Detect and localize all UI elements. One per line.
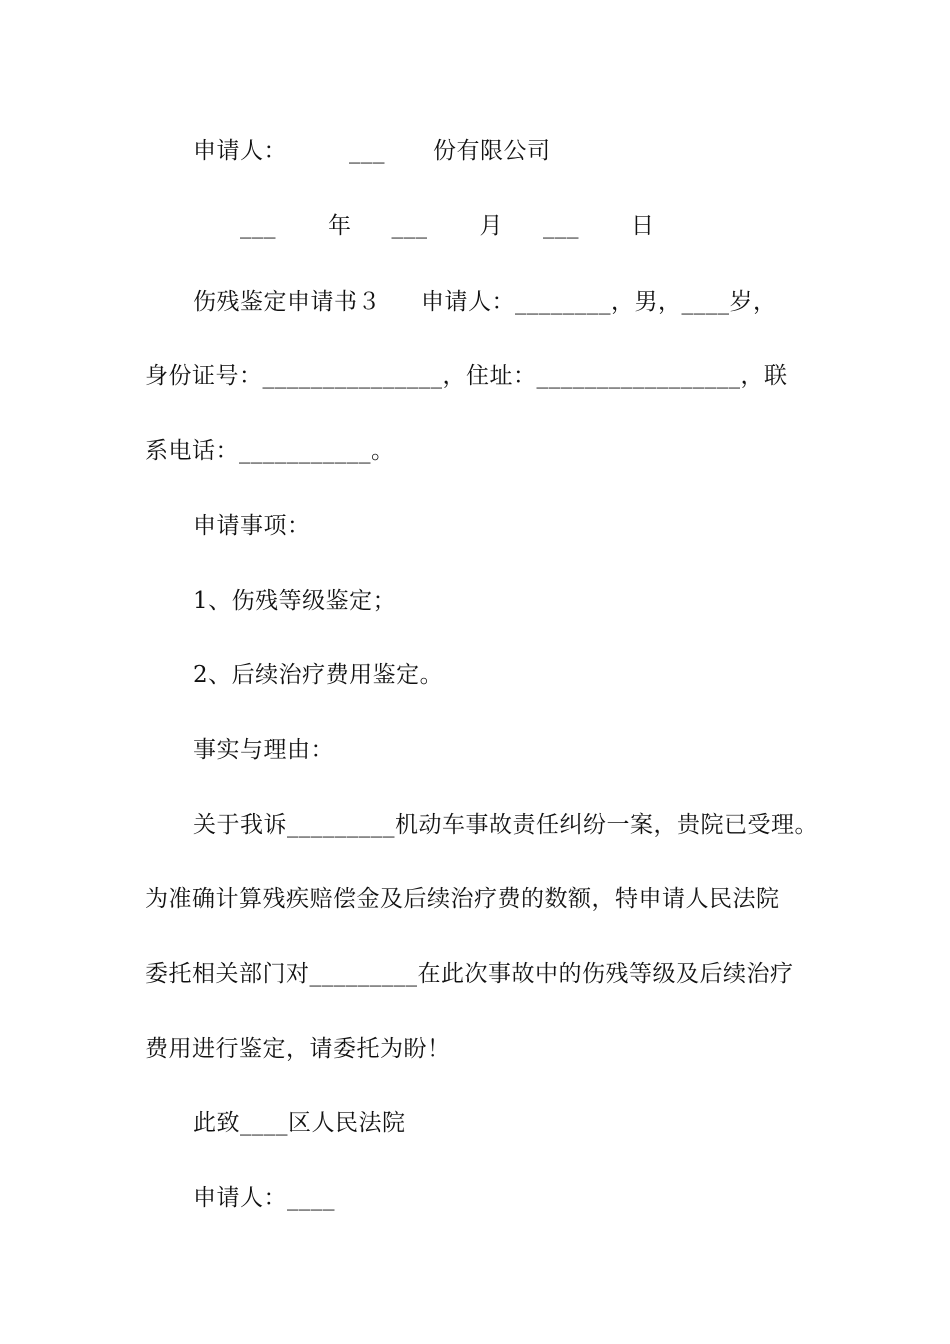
date-line	[240, 211, 655, 241]
signature-line	[193, 136, 551, 166]
final-applicant-line: 申请人：____	[193, 1185, 335, 1211]
facts-paragraph-line-2: 为准确计算残疾赔偿金及后续治疗费的数额，特申请人民法院	[145, 886, 780, 912]
request-item-2: 2、后续治疗费用鉴定。	[193, 662, 444, 688]
phone-line: 系电话：___________。	[145, 438, 395, 464]
date-month: 月	[479, 213, 503, 239]
title-applicant-line	[193, 287, 777, 317]
facts-heading: 事实与理由：	[193, 737, 334, 763]
facts-paragraph-line-1: 关于我诉_________机动车事故责任纠纷一案，贵院已受理。	[193, 812, 818, 838]
signature-applicant-label: 申请人：	[193, 138, 287, 164]
signature-blank: ___	[349, 138, 385, 164]
closing-line: 此致____区人民法院	[193, 1110, 406, 1136]
date-month-blank: ___	[391, 213, 428, 239]
request-heading: 申请事项：	[193, 513, 311, 539]
date-year: 年	[328, 213, 352, 239]
applicant-line: 申请人：________，男，____岁，	[421, 289, 777, 315]
date-day: 日	[631, 213, 655, 239]
section-title: 伤残鉴定申请书３	[193, 289, 381, 315]
facts-paragraph-line-4: 费用进行鉴定，请委托为盼！	[145, 1036, 451, 1062]
date-day-blank: ___	[543, 213, 579, 239]
request-item-1: 1、伤残等级鉴定；	[193, 588, 397, 614]
signature-company: 份有限公司	[433, 138, 551, 164]
date-year-blank: ___	[240, 213, 276, 239]
facts-paragraph-line-3: 委托相关部门对_________在此次事故中的伤残等级及后续治疗	[145, 961, 794, 987]
id-address-line: 身份证号：_______________，住址：_________________，联	[145, 363, 788, 389]
